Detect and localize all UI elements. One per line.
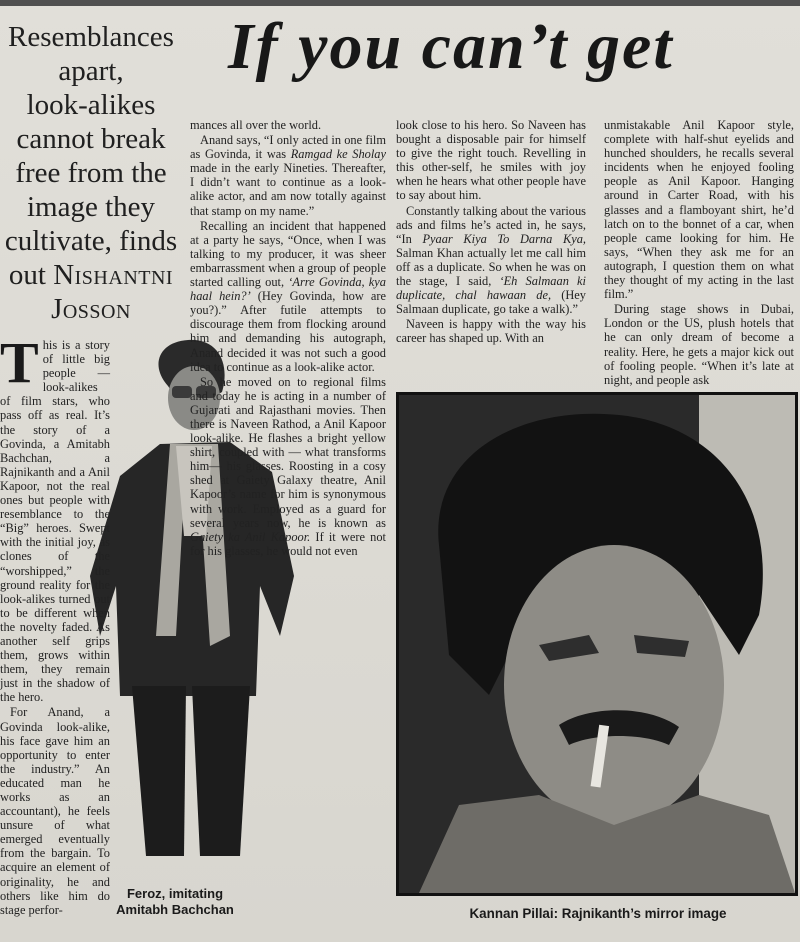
byline-name-2: Josson	[51, 293, 131, 325]
byline	[0, 258, 182, 292]
col3-text: Constantly talking about the various ads and films he’s acted in, he says, “In	[396, 203, 586, 246]
col3-text: (Hey Salmaan duplicate, go take a walk).”	[396, 288, 586, 317]
photo-caption-kannan: Kannan Pillai: Rajnikanth’s mirror image	[469, 906, 727, 921]
quote-hindi: ‘Arre Govinda, kya haal hein?’	[190, 275, 386, 304]
col2-text: (Hey Govinda, how are you?).” After futile attempts to discourage them from flocking around him and demanding his autograph, Anand decided it was not such a good idea to continue as a look-alike actor.	[190, 289, 386, 374]
col1-paragraph-1	[0, 330, 110, 705]
col2-text: Anand says, “I only acted in one film as Govinda, it was	[190, 133, 386, 162]
film-title: Pyaar Kiya To Darna Kya,	[422, 231, 587, 246]
byline-prefix: out	[8, 259, 46, 291]
col2-text: So he moved on to regional films and today he is acting in a number of Gujarati and Rajasthani movies. Then there is Naveen Rathod, a Anil Kapoor look-alike. He flashes a bright yellow shirt, coupled with — what transforms him— his glasses. Roosting in a cosy shed at Gaiety Galaxy theatre, Anil Kapoor’s name for him is synonymous with work. Employed as a guard for several years now, he is known as	[190, 374, 386, 530]
quote-hindi: ‘Eh Salmaan ki duplicate, chal hawaan de,	[396, 274, 586, 303]
byline-name-1: Nishantni	[53, 259, 174, 291]
headline: If you can’t get	[228, 10, 674, 83]
col2-paragraph-1: mances all over the world.	[190, 118, 322, 132]
rajnikanth-lookalike-photo	[396, 392, 798, 896]
col2-text: If it were not for his glasses, he would not even	[190, 529, 386, 558]
col2-text: Recalling an incident that happened at a party he says, “Once, when I was talking to my producer, it was sheer embarrassment when a group of people started calling out,	[190, 218, 386, 290]
column-4	[604, 118, 794, 388]
col1-text: his is a story of little big people — look-alikes of film stars, who pass off as real. It’s the story of a Govinda, a Amitabh Bachchan, a Rajnikanth and a Anil Kapoor, not the real ones but people with resemblance to the “Big” heroes. Swept with the initial joy, as clones of the “worshipped,” the ground reality for the look-alikes turned out to be different when the novelty faded. As another self grips them, grows within them, they remain just in the shadow of the hero.	[0, 338, 110, 705]
deck-line: apart,	[58, 55, 124, 87]
col3-text: Salman Khan actually let me call him off as a duplicate. So when he was on the stage, I said,	[396, 245, 586, 289]
col3-paragraph-3: Naveen is happy with the way his career has shaped up. With an	[396, 317, 586, 346]
col2-paragraph-4	[190, 375, 386, 558]
top-rule	[0, 0, 800, 6]
film-title: Ramgad ke Sholay	[290, 147, 386, 162]
col3-paragraph-1: look close to his hero. So Naveen has bought a disposable pair for himself to give the right touch. Revelling in this other-self, he smiles with joy when he hears what other people have to say about him.	[396, 118, 586, 203]
caption-line: Amitabh Bachchan	[116, 902, 234, 917]
drop-cap: T	[0, 330, 39, 395]
col2-paragraph-3	[190, 219, 386, 374]
deck	[0, 20, 182, 326]
col4-paragraph-2: During stage shows in Dubai, London or the US, plush hotels that he can only dream of become a reality. Here, he gets a major kick out of fooling people. “When it’s late at night, and people ask	[604, 302, 794, 387]
photo-caption-feroz	[110, 886, 240, 918]
nickname: Gaiety ka Anil Kapoor.	[190, 529, 311, 544]
deck-line: free from the	[15, 157, 167, 189]
deck-line: cannot break	[16, 123, 166, 155]
caption-line: Feroz, imitating	[126, 886, 224, 901]
col1-paragraph-2: For Anand, a Govinda look-alike, his face gave him an opportunity to enter the industry.” An educated man he works as an accountant), he feels unsure of what emerged eventually from the bargain. To acquire an element of originality, he and others like him do stage perfor-	[0, 705, 110, 917]
deck-line: cultivate, finds	[4, 225, 178, 257]
col2-text: made in the early Nineties. Thereafter, I didn’t want to continue as a look-alike actor, and am now totally against that stamp on my name.”	[190, 161, 386, 218]
column-2	[190, 118, 386, 559]
col2-paragraph-2	[190, 133, 386, 218]
deck-line: Resemblances	[8, 21, 174, 53]
col3-paragraph-2	[396, 204, 586, 317]
column-1	[0, 330, 110, 918]
column-3	[396, 118, 586, 347]
col4-paragraph-1: unmistakable Anil Kapoor style, complete with half-shut eyelids and hunched shoulders, he recalls several incidents when he enjoyed fooling people as Anil Kapoor. Hanging around in Carter Road, with his glasses and a flamboyant shirt, he’d latch on to the bonnet of a car, when people came looking for him. He says, “When they ask me for an autograph, I question them on what they thought of my acting in the last film.”	[604, 118, 794, 302]
deck-line: image they	[26, 191, 156, 223]
deck-line: look-alikes	[26, 89, 156, 121]
